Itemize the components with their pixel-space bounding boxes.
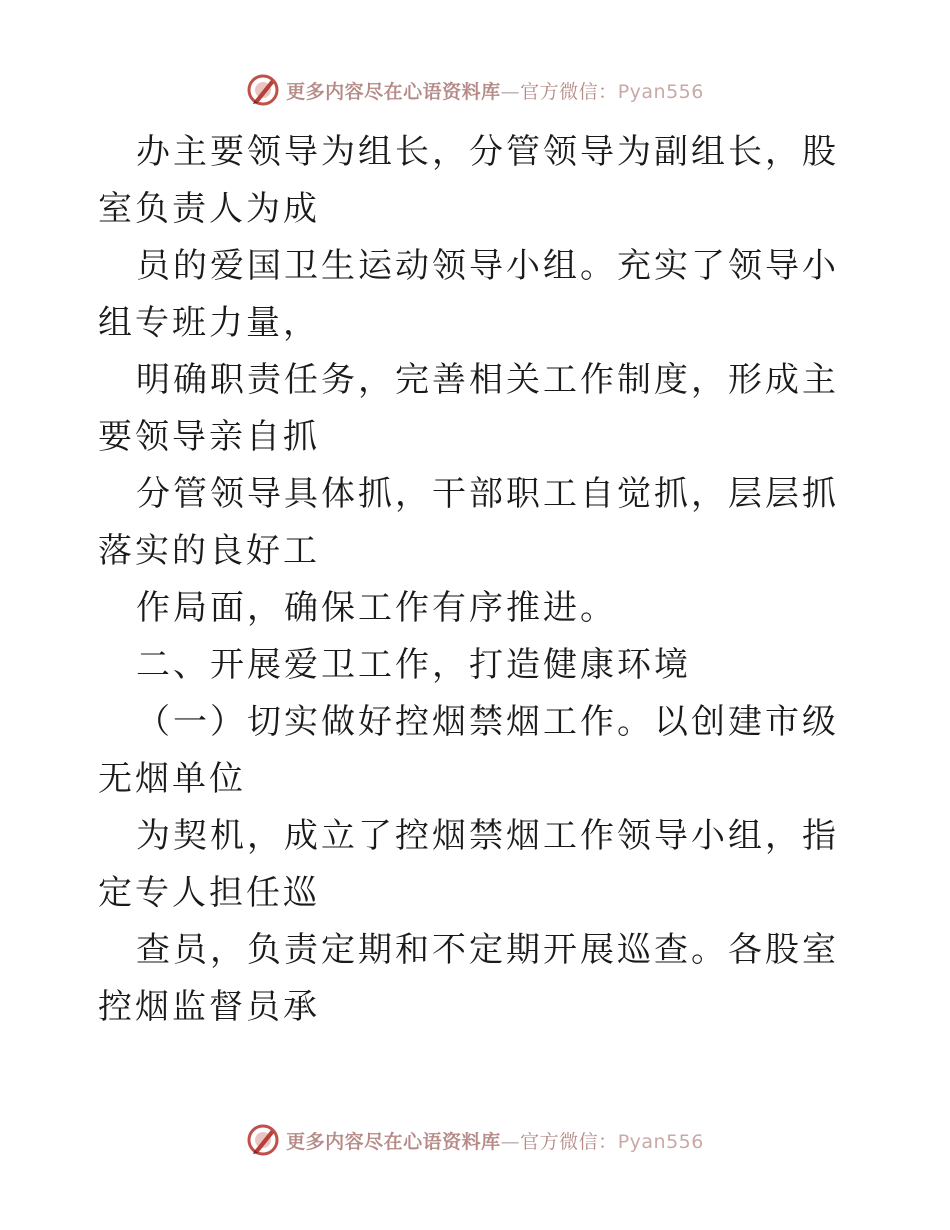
- paragraph: 分管领导具体抓，干部职工自觉抓，层层抓落实的良好工: [98, 474, 839, 571]
- footer-watermark: [0, 1120, 950, 1160]
- watermark-separator: —: [500, 1130, 521, 1153]
- paragraph: 员的爱国卫生运动领导小组。充实了领导小组专班力量，: [98, 246, 839, 343]
- watermark-wechat-id: Pyan556: [617, 80, 704, 103]
- paragraph: 查员，负责定期和不定期开展巡查。各股室控烟监督员承: [98, 930, 839, 1027]
- document-body: [98, 124, 858, 1036]
- watermark-text: [286, 1127, 704, 1154]
- watermark-wechat-label: 官方微信：: [520, 1130, 618, 1153]
- pen-logo-icon: [246, 73, 280, 107]
- paragraph: 为契机，成立了控烟禁烟工作领导小组，指定专人担任巡: [98, 816, 839, 913]
- watermark-separator: —: [500, 80, 521, 103]
- paragraph: （一）切实做好控烟禁烟工作。以创建市级无烟单位: [98, 702, 839, 799]
- header-watermark: [0, 70, 950, 110]
- watermark-title: 更多内容尽在心语资料库: [286, 80, 501, 103]
- paragraph: 明确职责任务，完善相关工作制度，形成主要领导亲自抓: [98, 360, 839, 457]
- section-heading: 二、开展爱卫工作，打造健康环境: [136, 645, 691, 685]
- paragraph: 办主要领导为组长，分管领导为副组长，股室负责人为成: [98, 132, 839, 229]
- pen-logo-icon: [246, 1123, 280, 1157]
- watermark-text: [286, 77, 704, 104]
- watermark-wechat-label: 官方微信：: [520, 80, 618, 103]
- watermark-wechat-id: Pyan556: [617, 1130, 704, 1153]
- paragraph: 作局面，确保工作有序推进。: [136, 588, 617, 628]
- watermark-title: 更多内容尽在心语资料库: [286, 1130, 501, 1153]
